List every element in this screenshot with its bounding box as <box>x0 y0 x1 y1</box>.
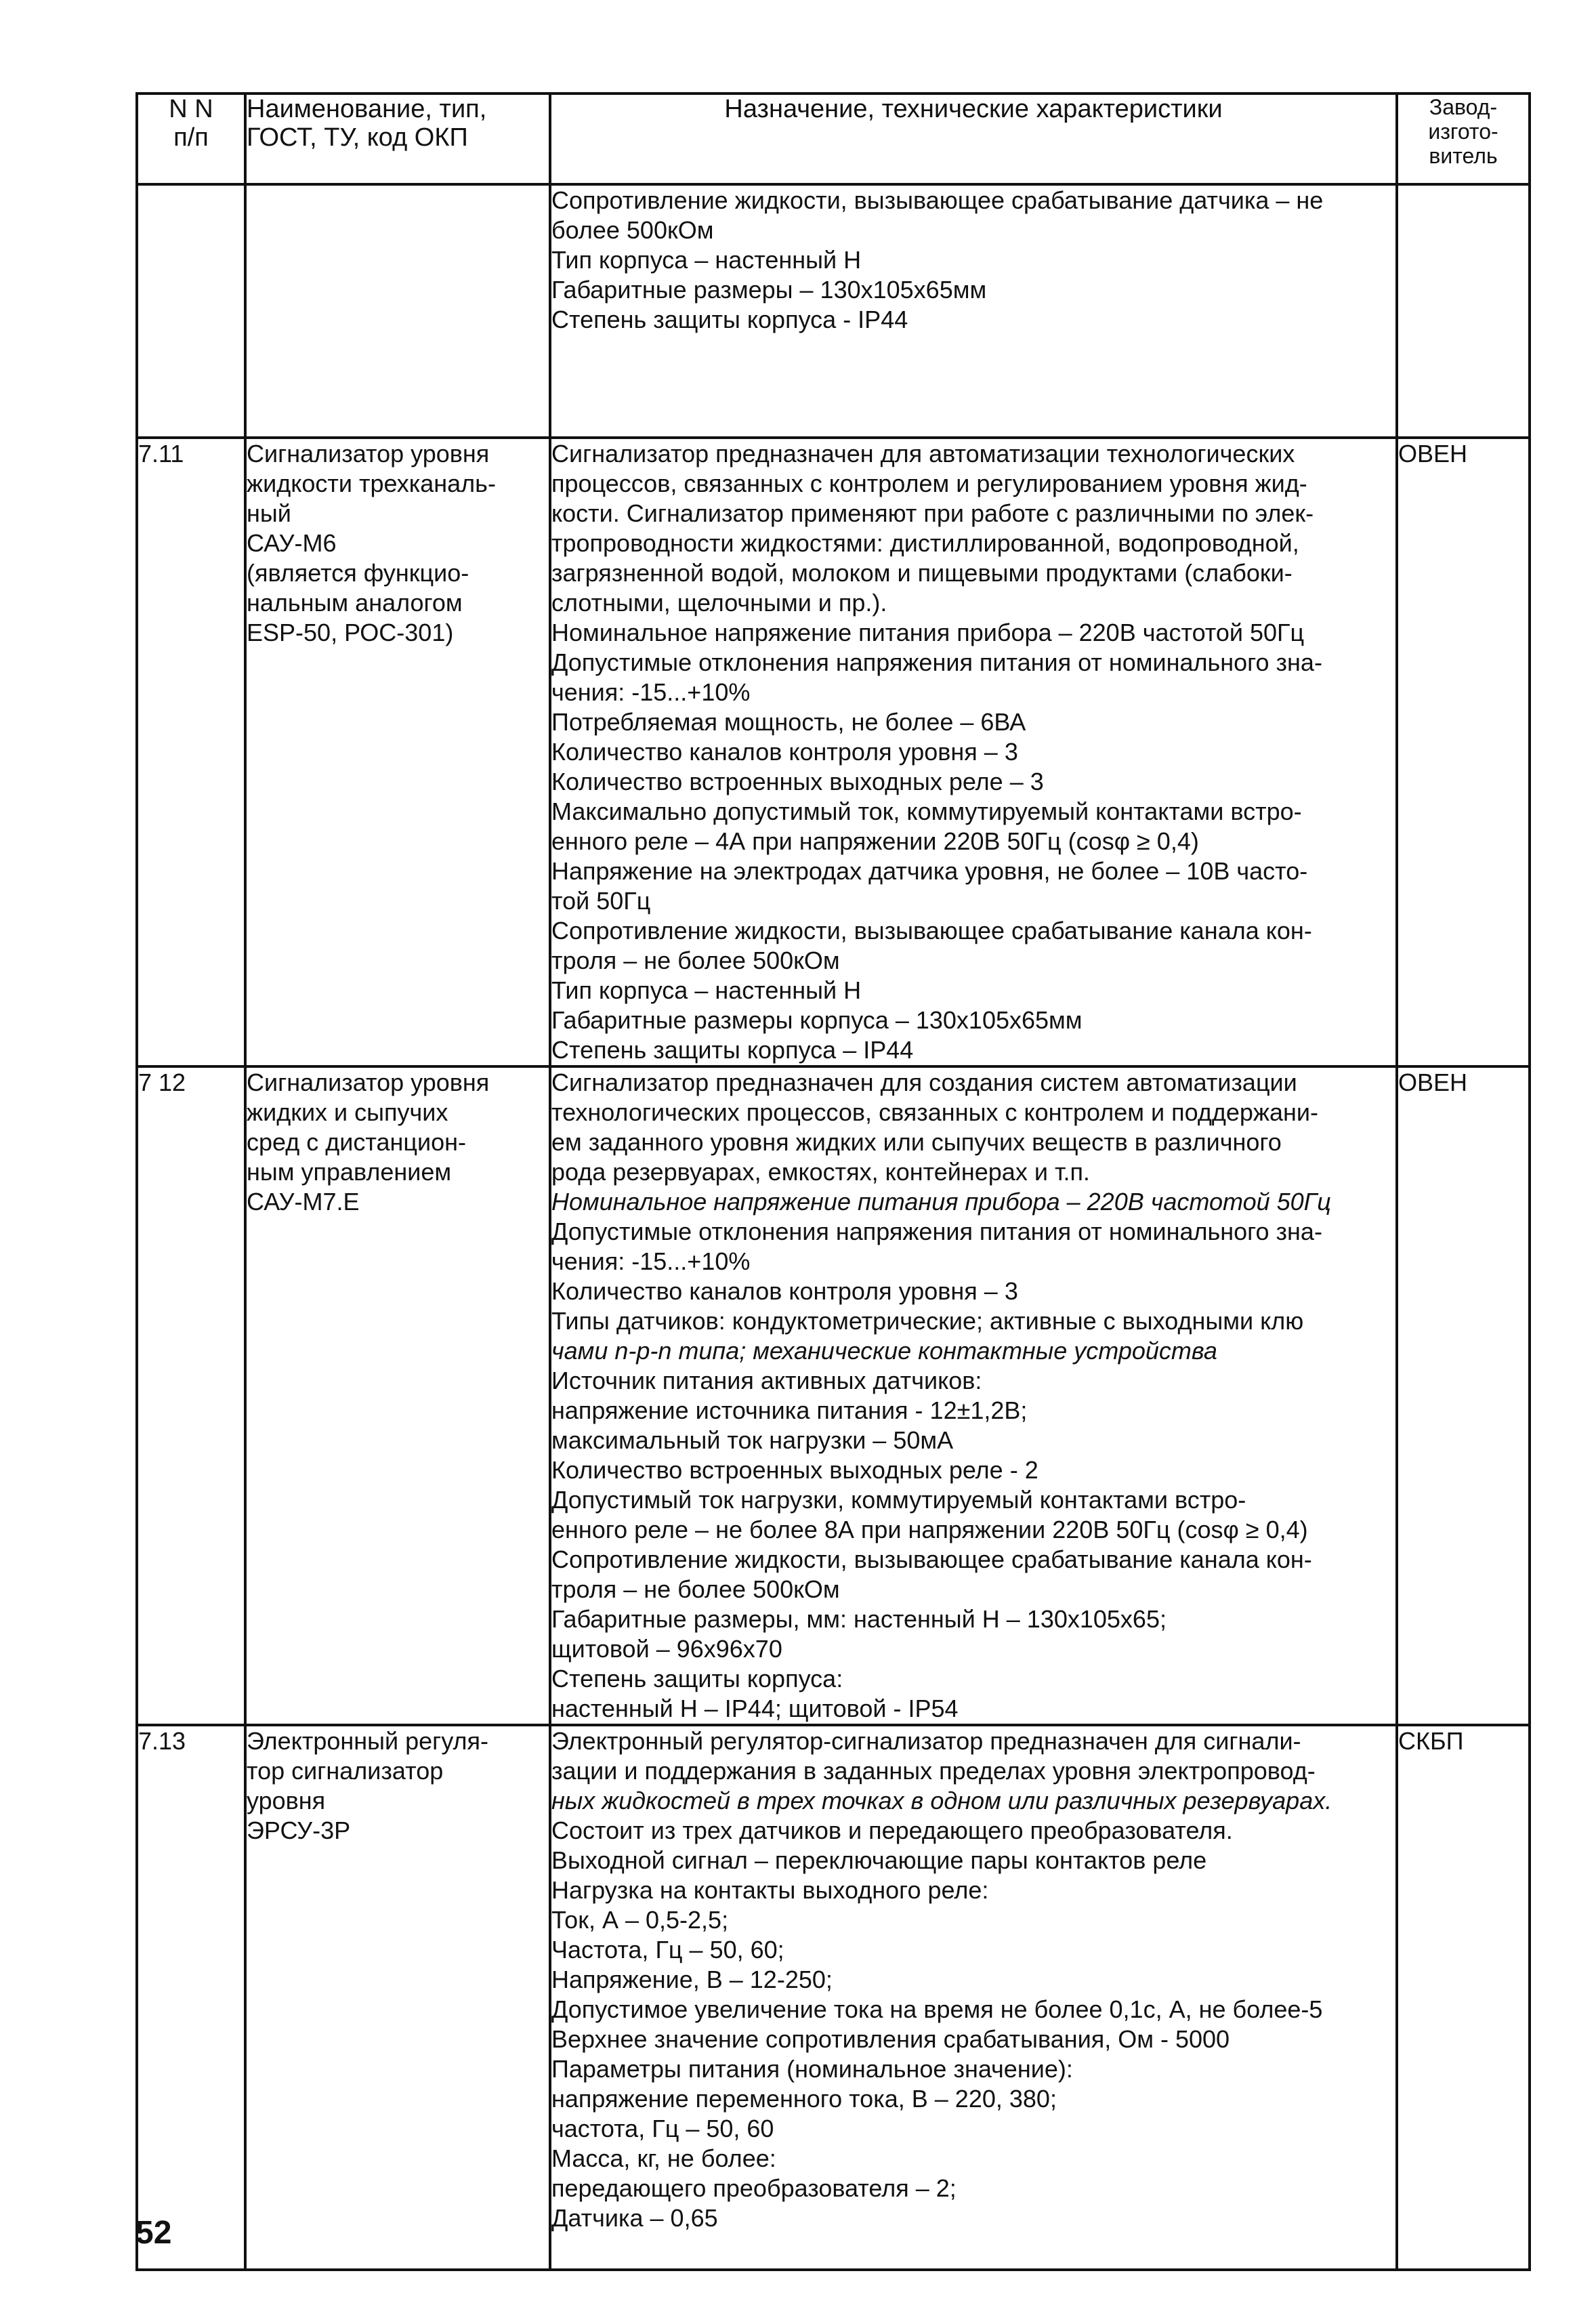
name-line: жидких и сыпучих <box>247 1098 448 1126</box>
table-header-row <box>137 94 1530 184</box>
description-line: передающего преобразователя – 2; <box>551 2174 957 2202</box>
row-description <box>550 438 1397 1066</box>
description-line: Габаритные размеры корпуса – 130х105х65мм <box>551 1006 1083 1034</box>
description-line: Потребляемая мощность, не более – 6ВА <box>551 708 1026 736</box>
description-line: чами n-p-n типа; механические контактные устройства <box>551 1337 1217 1365</box>
description-line: ем заданного уровня жидких или сыпучих веществ в различного <box>551 1128 1282 1156</box>
name-line: (является функцио- <box>247 559 469 587</box>
description-line: Ток, А – 0,5-2,5; <box>551 1906 729 1934</box>
name-line: нальным аналогом <box>247 589 463 617</box>
spec-table <box>135 92 1531 2271</box>
row-maker: ОВЕН <box>1397 438 1530 1066</box>
table-row <box>137 438 1530 1066</box>
description-line: Допустимое увеличение тока на время не более 0,1с, А, не более-5 <box>551 1995 1323 2023</box>
name-line: Сигнализатор уровня <box>247 440 490 468</box>
name-line: ный <box>247 499 291 527</box>
row-maker <box>1397 184 1530 438</box>
description-line: ных жидкостей в трех точках в одном или различных резервуарах. <box>551 1787 1332 1814</box>
description-line: той 50Гц <box>551 887 651 915</box>
description-line: загрязненной водой, молоком и пищевыми продуктами (слабоки- <box>551 559 1293 587</box>
description-line: Масса, кг, не более: <box>551 2144 776 2172</box>
description-line: Сигнализатор предназначен для автоматизации технологических <box>551 440 1295 468</box>
name-line: ESP-50, РОС-301) <box>247 619 454 646</box>
description-line: Типы датчиков: кондуктометрические; активные с выходными клю <box>551 1307 1304 1335</box>
description-line: Тип корпуса – настенный Н <box>551 976 862 1004</box>
header-name: Наименование, тип, ГОСТ, ТУ, код ОКП <box>245 94 550 184</box>
table-row <box>137 1725 1530 2270</box>
description-line: Допустимые отклонения напряжения питания от номинального зна- <box>551 1218 1322 1245</box>
description-line: Габаритные размеры – 130х105х65мм <box>551 276 987 304</box>
description-line: Сопротивление жидкости, вызывающее срабатывание датчика – не <box>551 186 1324 214</box>
name-line: тор сигнализатор <box>247 1757 444 1785</box>
description-line: зации и поддержания в заданных пределах уровня электропровод- <box>551 1757 1316 1785</box>
description-line: Номинальное напряжение питания прибора – 220В частотой 50Гц <box>551 1188 1331 1216</box>
description-line: Допустимые отклонения напряжения питания от номинального зна- <box>551 648 1322 676</box>
row-maker: СКБП <box>1397 1725 1530 2270</box>
description-line: Частота, Гц – 50, 60; <box>551 1936 784 1964</box>
description-line: Выходной сигнал – переключающие пары контактов реле <box>551 1846 1207 1874</box>
page-number: 52 <box>135 2215 172 2251</box>
description-line: рода резервуарах, емкостях, контейнерах и т.п. <box>551 1158 1090 1186</box>
description-line: Количество каналов контроля уровня – 3 <box>551 738 1018 766</box>
row-maker: ОВЕН <box>1397 1066 1530 1725</box>
description-line: енного реле – не более 8А при напряжении 220В 50Гц (cosφ ≥ 0,4) <box>551 1516 1308 1543</box>
description-line: процессов, связанных с контролем и регулированием уровня жид- <box>551 470 1307 497</box>
name-line: САУ-М6 <box>247 529 337 557</box>
table-row <box>137 184 1530 438</box>
name-line: ЭРСУ-3Р <box>247 1816 351 1844</box>
description-line: Сопротивление жидкости, вызывающее срабатывание канала кон- <box>551 1545 1312 1573</box>
description-line: Допустимый ток нагрузки, коммутируемый контактами встро- <box>551 1486 1246 1514</box>
header-purpose: Назначение, технические характеристики <box>550 94 1397 184</box>
description-line: Источник питания активных датчиков: <box>551 1367 982 1394</box>
description-line: Сигнализатор предназначен для создания систем автоматизации <box>551 1068 1297 1096</box>
row-description <box>550 1066 1397 1725</box>
description-line: тропроводности жидкостями: дистиллированной, водопроводной, <box>551 529 1299 557</box>
description-line: слотными, щелочными и пр.). <box>551 589 887 617</box>
description-line: Параметры питания (номинальное значение): <box>551 2055 1073 2083</box>
row-name <box>245 184 550 438</box>
description-line: Степень защиты корпуса – IP44 <box>551 1036 914 1064</box>
header-maker: Завод- изгото- витель <box>1397 94 1530 184</box>
description-line: Количество каналов контроля уровня – 3 <box>551 1277 1018 1305</box>
name-line: Электронный регуля- <box>247 1727 489 1755</box>
description-line: троля – не более 500кОм <box>551 947 840 974</box>
name-line: САУ-М7.Е <box>247 1188 360 1216</box>
description-line: Максимально допустимый ток, коммутируемый контактами встро- <box>551 797 1302 825</box>
description-line: настенный Н – IP44; щитовой - IP54 <box>551 1695 959 1722</box>
row-num: 7.13 <box>137 1725 245 2270</box>
row-name <box>245 438 550 1066</box>
description-line: Степень защиты корпуса - IP44 <box>551 306 908 333</box>
name-line: сред с дистанцион- <box>247 1128 466 1156</box>
description-line: Состоит из трех датчиков и передающего преобразователя. <box>551 1816 1233 1844</box>
description-line: Тип корпуса – настенный Н <box>551 246 862 274</box>
description-line: чения: -15...+10% <box>551 1247 751 1275</box>
description-line: кости. Сигнализатор применяют при работе с различными по элек- <box>551 499 1314 527</box>
description-line: Нагрузка на контакты выходного реле: <box>551 1876 989 1904</box>
description-line: более 500кОм <box>551 216 714 244</box>
row-name <box>245 1725 550 2270</box>
description-line: напряжение источника питания - 12±1,2В; <box>551 1396 1028 1424</box>
description-line: Напряжение на электродах датчика уровня, не более – 10В часто- <box>551 857 1308 885</box>
description-line: Напряжение, В – 12-250; <box>551 1966 833 1993</box>
row-description <box>550 184 1397 438</box>
row-num <box>137 184 245 438</box>
description-line: Количество встроенных выходных реле - 2 <box>551 1456 1038 1484</box>
description-line: троля – не более 500кОм <box>551 1575 840 1603</box>
name-line: ным управлением <box>247 1158 452 1186</box>
name-line: жидкости трехканаль- <box>247 470 496 497</box>
row-description <box>550 1725 1397 2270</box>
description-line: чения: -15...+10% <box>551 678 751 706</box>
description-line: Сопротивление жидкости, вызывающее срабатывание канала кон- <box>551 917 1312 944</box>
row-num: 7.11 <box>137 438 245 1066</box>
description-line: щитовой – 96х96х70 <box>551 1635 782 1663</box>
description-line: Датчика – 0,65 <box>551 2204 718 2232</box>
description-line: Электронный регулятор-сигнализатор предназначен для сигнали- <box>551 1727 1301 1755</box>
description-line: Степень защиты корпуса: <box>551 1665 843 1693</box>
row-name <box>245 1066 550 1725</box>
description-line: Верхнее значение сопротивления срабатывания, Ом - 5000 <box>551 2025 1230 2053</box>
row-num: 7 12 <box>137 1066 245 1725</box>
table-row <box>137 1066 1530 1725</box>
description-line: частота, Гц – 50, 60 <box>551 2115 774 2142</box>
description-line: максимальный ток нагрузки – 50мА <box>551 1426 954 1454</box>
name-line: уровня <box>247 1787 326 1814</box>
description-line: Количество встроенных выходных реле – 3 <box>551 768 1044 795</box>
description-line: Номинальное напряжение питания прибора – 220В частотой 50Гц <box>551 619 1305 646</box>
header-num: N N п/п <box>137 94 245 184</box>
description-line: напряжение переменного тока, В – 220, 380; <box>551 2085 1057 2113</box>
description-line: енного реле – 4А при напряжении 220В 50Гц (cosφ ≥ 0,4) <box>551 827 1199 855</box>
description-line: технологических процессов, связанных с контролем и поддержани- <box>551 1098 1318 1126</box>
name-line: Сигнализатор уровня <box>247 1068 490 1096</box>
description-line: Габаритные размеры, мм: настенный Н – 130х105х65; <box>551 1605 1167 1633</box>
